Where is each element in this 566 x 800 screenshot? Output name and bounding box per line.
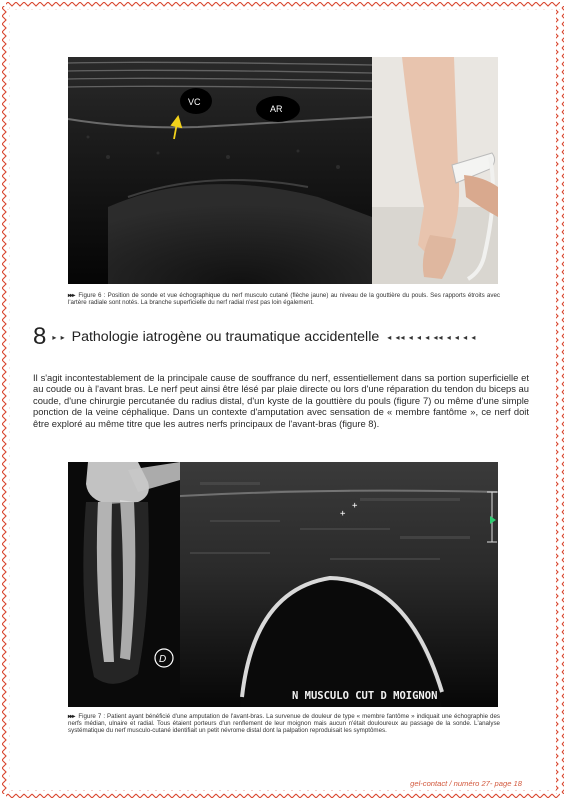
- body-paragraph: Il s'agit incontestablement de la principale cause de souffrance du nerf, essentiellement dans sa portion superficielle et au coude ou à l'avant bras. Le nerf peut ainsi être lésé par plaie directe ou lors d'une réparation du tendon du biceps au coude, d'une chirurgie percutanée du radius distal, d'un kyste de la gouttière du pouls (figure 7) ou même d'une simple ponction de la veine céphalique. Dans un contexte d'amputation avec sensation de « membre fantôme », ce nerf doit être exploré au même titre que les autres nerfs principaux de l'avant-bras (figure 8).: [33, 372, 529, 429]
- svg-text:+: +: [352, 501, 358, 511]
- ultrasound-image-fig6: [68, 57, 372, 284]
- label-vc: VC: [188, 97, 201, 107]
- page-footer: gel-contact / numéro 27- page 18: [410, 779, 522, 788]
- xray-label: D: [159, 654, 167, 665]
- figure-6-caption: [68, 292, 500, 306]
- figure-7-caption: [68, 713, 500, 735]
- section-number: 8: [33, 323, 47, 350]
- ultrasound-image-fig7: [180, 462, 498, 707]
- label-ar: AR: [270, 104, 283, 114]
- figure-7: [68, 462, 498, 707]
- section-heading: [33, 323, 533, 351]
- ultrasound-overlay-text: N MUSCULO CUT D MOIGNON: [292, 690, 438, 702]
- figure-6: [68, 57, 498, 284]
- caption-arrows-icon: ▸▸▸: [68, 292, 75, 299]
- section-title: Pathologie iatrogène ou traumatique accidentelle: [71, 329, 380, 345]
- probe-position-photo: [372, 57, 498, 284]
- figure-7-caption-text: Figure 7 : Patient ayant bénéficié d'une amputation de l'avant-bras. La survenue de douleur de type « membre fantôme » indiquait une échographie des nerfs médian, ulnaire et radial. Tous étaient porteurs d'un renflement de leur moignon mais aucun n'était douloureux au passage de la sonde. L'analyse systématique du nerf musculo-cutané identifiait un petit névrome distal dont la palpation reproduisait les symptômes.: [68, 713, 500, 735]
- figure-6-caption-text: Figure 6 : Position de sonde et vue échographique du nerf musculo cutané (flèche jaune) au niveau de la gouttière du pouls. Ses rapports étroits avec l'artère radiale sont notés. La branche superficielle du nerf radial n'est pas loin également.: [68, 292, 500, 307]
- svg-text:+: +: [340, 509, 346, 519]
- caption-arrows-icon: ▸▸▸: [68, 713, 75, 720]
- arrows-left-icon: ◂ ◂◂ ◂ ◂ ◂ ◂◂ ◂ ◂ ◂ ◂: [387, 332, 477, 342]
- xray-image-fig7: [68, 462, 180, 707]
- arrows-right-icon: ▸ ▸: [52, 332, 66, 342]
